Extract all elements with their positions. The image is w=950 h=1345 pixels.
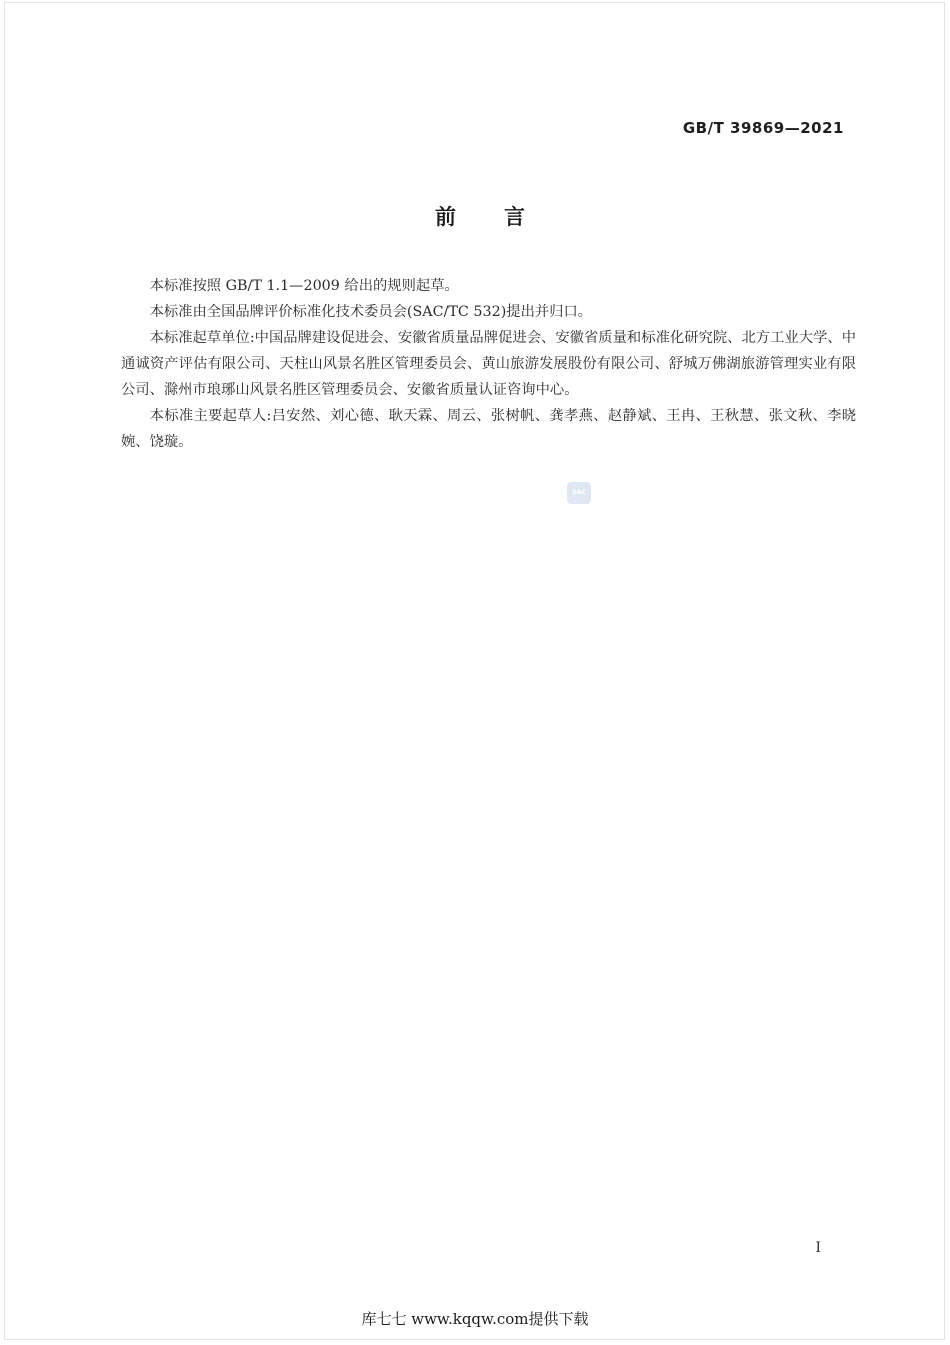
paragraph-drafting-units: 本标准起草单位:中国品牌建设促进会、安徽省质量品牌促进会、安徽省质量和标准化研究院、北方工业大学、中通诚资产评估有限公司、天柱山风景名胜区管理委员会、黄山旅游发展股份有限公司、舒城万佛湖旅游管理实业有限公司、滁州市琅琊山风景名胜区管理委员会、安徽省质量认证咨询中心。: [121, 330, 856, 398]
paragraph-main-drafters: 本标准主要起草人:吕安然、刘心德、耿天霖、周云、张树帆、龚孝燕、赵静斌、王冉、王秋慧、张文秋、李晓婉、饶璇。: [121, 408, 856, 450]
foreword-body: [121, 273, 856, 455]
document-page: [4, 2, 945, 1340]
standard-number: GB/T 39869—2021: [682, 119, 844, 137]
paragraph-drafting-rules: 本标准按照 GB/T 1.1—2009 给出的规则起草。: [149, 278, 459, 294]
sac-watermark-logo: SAC: [567, 482, 591, 504]
page-number: I: [815, 1240, 821, 1256]
section-title: 前言: [435, 205, 573, 229]
download-footer: 库七七 www.kqqw.com提供下载: [361, 1310, 589, 1328]
paragraph-proposer: 本标准由全国品牌评价标准化技术委员会(SAC/TC 532)提出并归口。: [149, 304, 593, 320]
